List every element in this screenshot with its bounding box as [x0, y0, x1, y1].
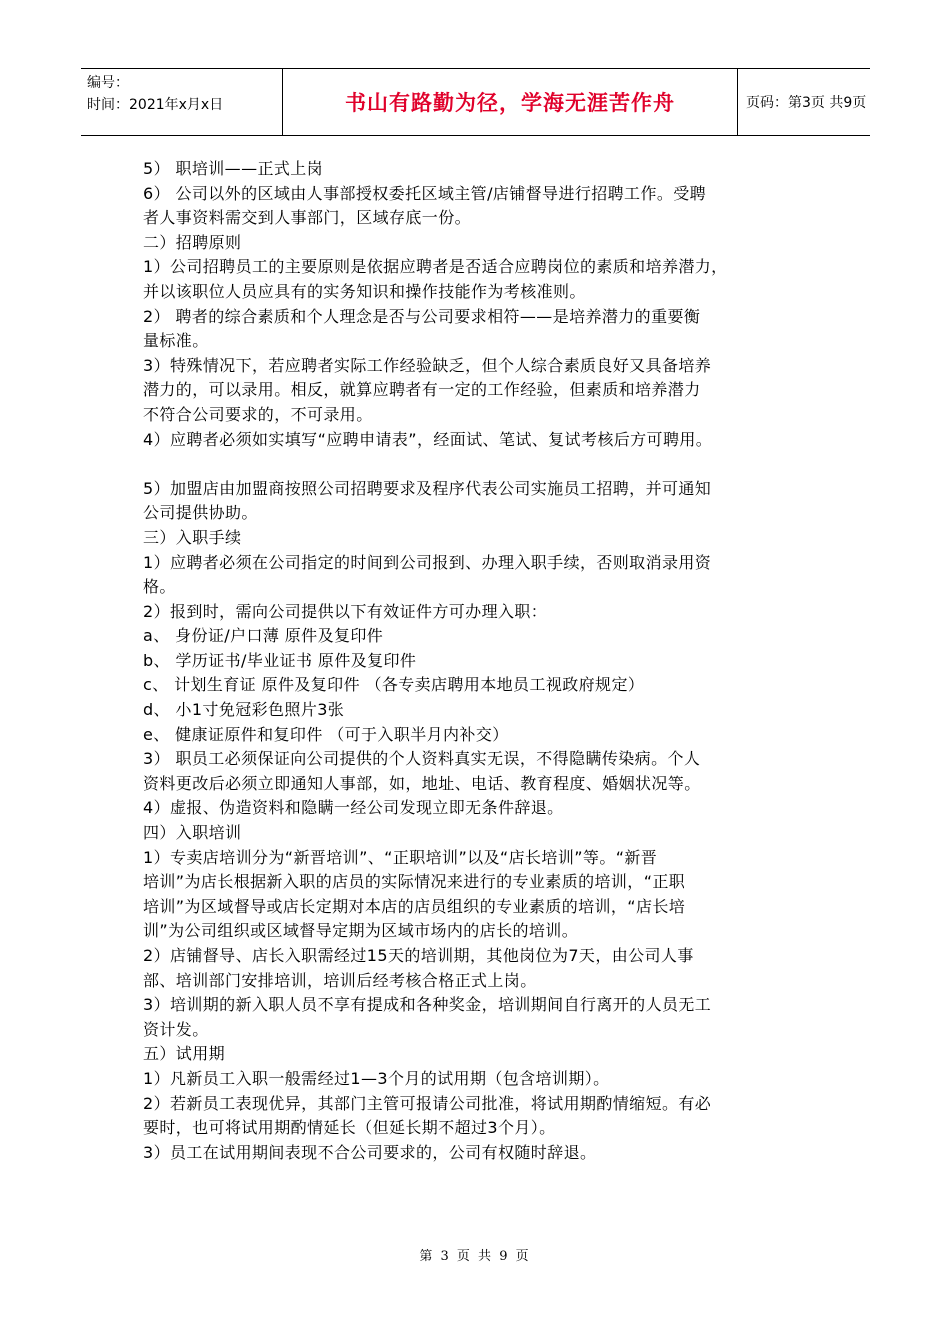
section-heading: 五）试用期	[143, 1044, 226, 1064]
body-line: 2）若新员工表现优异，其部门主管可报请公司批准，将试用期酌情缩短。有必	[143, 1093, 712, 1113]
page-footer: 第 3 页 共 9 页	[419, 1249, 531, 1264]
body-line: 2） 聘者的综合素质和个人理念是否与公司要求相符——是培养潜力的重要衡	[143, 306, 701, 326]
header-motto: 书山有路勤为径，学海无涯苦作舟	[345, 90, 675, 115]
list-item: a、 身份证/户口薄 原件及复印件	[143, 626, 384, 646]
section-heading: 四）入职培训	[143, 823, 242, 843]
body-line: 3） 职员工必须保证向公司提供的个人资料真实无误，不得隐瞒传染病。个人	[143, 749, 701, 769]
body-line: 1）应聘者必须在公司指定的时间到公司报到、办理入职手续，否则取消录用资	[143, 552, 712, 572]
section-heading: 二）招聘原则	[143, 232, 242, 252]
body-line: 6） 公司以外的区域由人事部授权委托区域主管/店铺督导进行招聘工作。受聘	[143, 183, 707, 203]
body-line: 格。	[143, 577, 176, 597]
body-line: 5）加盟店由加盟商按照公司招聘要求及程序代表公司实施员工招聘，并可通知	[143, 478, 712, 498]
body-line: 1）公司招聘员工的主要原则是依据应聘者是否适合应聘岗位的素质和培养潜力，	[143, 257, 728, 277]
body-line: 量标准。	[143, 331, 209, 351]
body-line: 4）应聘者必须如实填写“应聘申请表”，经面试、笔试、复试考核后方可聘用。	[143, 429, 713, 449]
body-line: 公司提供协助。	[143, 503, 258, 523]
body-line: 要时，也可将试用期酌情延长（但延长期不超过3个月）。	[143, 1118, 556, 1138]
body-line: 者人事资料需交到人事部门，区域存底一份。	[143, 208, 472, 228]
document-body	[143, 157, 823, 1165]
document-number-label: 编号：	[87, 75, 129, 91]
body-line: 部、培训部门安排培训，培训后经考核合格正式上岗。	[143, 970, 537, 990]
body-line: 3）培训期的新入职人员不享有提成和各种奖金，培训期间自行离开的人员无工	[143, 995, 712, 1015]
body-line: 3）特殊情况下，若应聘者实际工作经验缺乏，但个人综合素质良好又具备培养	[143, 355, 712, 375]
header-meta	[81, 69, 283, 135]
body-line: 资计发。	[143, 1019, 209, 1039]
list-item: b、 学历证书/毕业证书 原件及复印件	[143, 650, 417, 670]
body-line: 5） 职培训——正式上岗	[143, 159, 324, 178]
body-line: 培训”为区域督导或店长定期对本店的店员组织的专业素质的培训，“店长培	[143, 896, 686, 916]
document-date-label: 时间：2021年x月x日	[87, 97, 224, 113]
body-line: 3）员工在试用期间表现不合公司要求的，公司有权随时辞退。	[143, 1142, 597, 1162]
document-header	[81, 68, 870, 136]
body-line: 资料更改后必须立即通知人事部，如，地址、电话、教育程度、婚姻状况等。	[143, 773, 701, 793]
body-line: 1）专卖店培训分为“新晋培训”、“正职培训”以及“店长培训”等。“新晋	[143, 847, 658, 867]
section-heading: 三）入职手续	[143, 527, 242, 547]
header-motto-cell	[283, 69, 738, 135]
header-page-cell	[738, 69, 870, 135]
body-line: 训”为公司组织或区域督导定期为区域市场内的店长的培训。	[143, 921, 579, 941]
body-line: 4）虚报、伪造资料和隐瞒一经公司发现立即无条件辞退。	[143, 798, 564, 818]
body-line: 不符合公司要求的，不可录用。	[143, 404, 373, 424]
header-page-info: 页码：第3页 共9页	[746, 95, 867, 111]
list-item: c、 计划生育证 原件及复印件 （各专卖店聘用本地员工视政府规定）	[143, 675, 645, 695]
body-line: 2）报到时，需向公司提供以下有效证件方可办理入职：	[143, 601, 548, 621]
body-line: 2）店铺督导、店长入职需经过15天的培训期，其他岗位为7天，由公司人事	[143, 946, 694, 965]
list-item: d、 小1寸免冠彩色照片3张	[143, 700, 345, 720]
body-line: 1）凡新员工入职一般需经过1—3个月的试用期（包含培训期）。	[143, 1068, 610, 1088]
body-line: 并以该职位人员应具有的实务知识和操作技能作为考核准则。	[143, 281, 586, 301]
body-line: 培训”为店长根据新入职的店员的实际情况来进行的专业素质的培训，“正职	[143, 872, 686, 892]
body-line: 潜力的，可以录用。相反，就算应聘者有一定的工作经验，但素质和培养潜力	[143, 380, 701, 400]
list-item: e、 健康证原件和复印件 （可于入职半月内补交）	[143, 724, 509, 744]
